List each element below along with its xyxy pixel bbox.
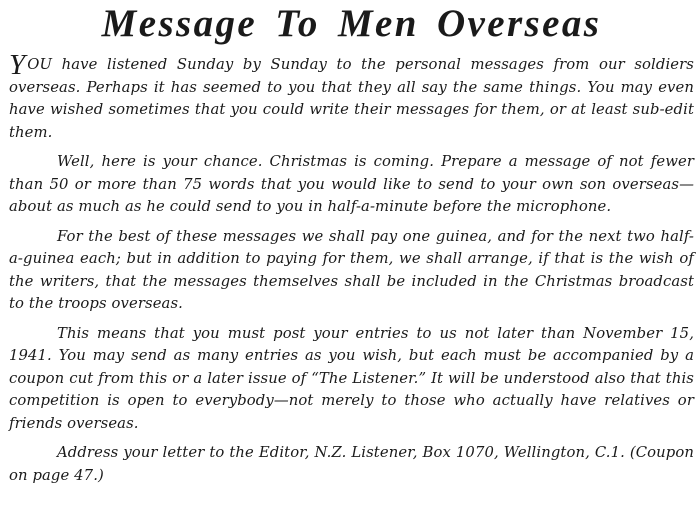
paragraph-chance: Well, here is your chance. Christmas is coming. Prepare a message of not fewer than 50 or more than 75 words that you would like to send to your own son overseas—about as much as he could send to you in half-a-minute before the microphone.: [9, 153, 694, 215]
paragraph-deadline: This means that you must post your entries to us not later than November 15, 1941. You may send as many entries as you wish, but each must be accompanied by a coupon cut from this or a later issue of “The Listener.” It will be understood also that this competition is open to everybody—not merely to those who actually have relatives or friends overseas.: [9, 324, 694, 432]
paragraph-address: Address your letter to the Editor, N.Z. Listener, Box 1070, Wellington, C.1. (Coupon on page 47.): [9, 444, 694, 484]
drop-cap: Y: [9, 49, 26, 81]
headline: Message To Men Overseas: [101, 2, 602, 45]
paragraph-intro: [9, 49, 694, 144]
paragraph-intro-text: OU have listened Sunday by Sunday to the personal messages from our soldiers overseas. Perhaps it has seemed to you that they all say the same things. You may even have wished sometimes that you could write their messages for them, or at least sub-edit them.: [9, 56, 694, 141]
paragraph-prizes: For the best of these messages we shall pay one guinea, and for the next two half-a-guinea each; but in addition to paying for them, we shall arrange, if that is the wish of the writers, that the messages themselves shall be included in the Christmas broadcast to the troops overseas.: [9, 227, 694, 312]
